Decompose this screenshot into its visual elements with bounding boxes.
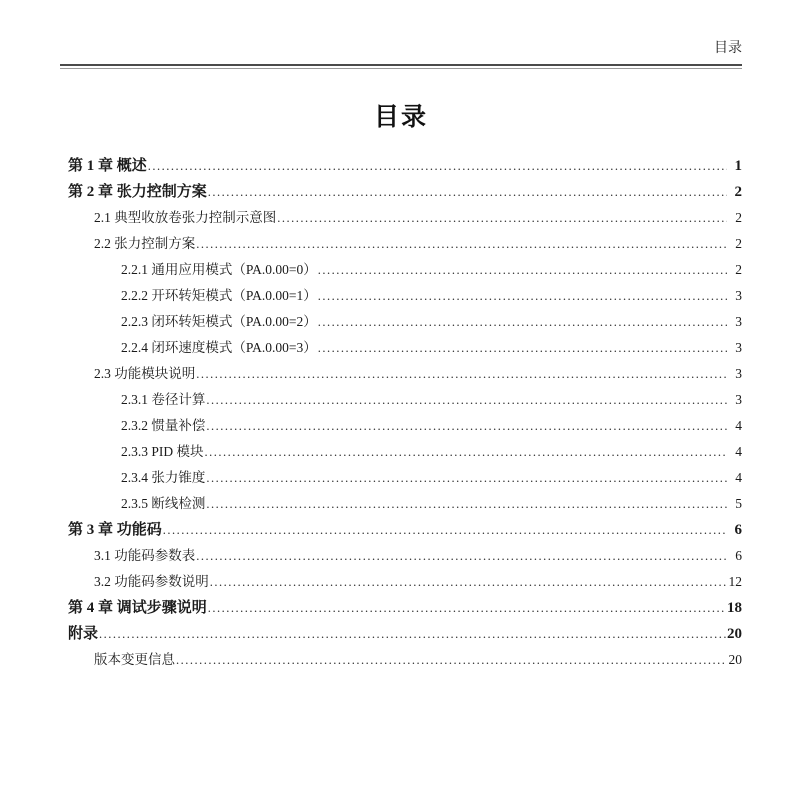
toc-entry-label: 附录	[68, 626, 99, 642]
toc-dot-leader	[318, 262, 727, 276]
toc-entry-label: 3.2 功能码参数说明	[94, 574, 209, 589]
toc-entry[interactable]	[60, 362, 742, 388]
toc-entry[interactable]	[60, 258, 742, 284]
toc-page-number: 1	[734, 158, 742, 174]
toc-dot-leader	[196, 236, 727, 250]
toc-page-number: 12	[728, 574, 742, 589]
toc-entry[interactable]	[60, 544, 742, 570]
toc-entry-label: 2.2 张力控制方案	[94, 236, 196, 251]
toc-entry-label: 2.2.1 通用应用模式（PA.0.00=0）	[121, 262, 317, 277]
toc-dot-leader	[208, 184, 727, 199]
toc-entry[interactable]	[60, 518, 742, 544]
toc-dot-leader	[206, 496, 727, 510]
toc-dot-leader	[206, 470, 727, 484]
toc-entry[interactable]	[60, 466, 742, 492]
toc-dot-leader	[163, 522, 727, 537]
toc-dot-leader	[206, 418, 727, 432]
toc-entry[interactable]	[60, 570, 742, 596]
toc-page-number: 2	[735, 236, 742, 251]
toc-page-number: 20	[727, 626, 742, 642]
toc-entry-label: 版本变更信息	[94, 652, 175, 667]
toc-entry-label: 第 1 章 概述	[68, 158, 147, 174]
toc-page-number: 4	[735, 418, 742, 433]
page-title: 目录	[373, 104, 428, 131]
toc-entry-label: 第 2 章 张力控制方案	[68, 184, 207, 200]
toc-entry[interactable]	[60, 388, 742, 414]
toc-entry[interactable]	[60, 648, 742, 674]
toc-dot-leader	[210, 574, 727, 588]
toc-list	[60, 154, 742, 674]
toc-entry[interactable]	[60, 284, 742, 310]
toc-entry-label: 2.3.5 断线检测	[121, 496, 206, 511]
toc-page-number: 2	[734, 184, 742, 200]
toc-entry[interactable]	[60, 154, 742, 180]
toc-page-number: 18	[727, 600, 742, 616]
toc-page-number: 20	[728, 652, 742, 667]
page-header	[60, 0, 742, 58]
toc-entry[interactable]	[60, 310, 742, 336]
toc-dot-leader	[196, 548, 727, 562]
toc-entry-label: 第 3 章 功能码	[68, 522, 162, 538]
toc-entry-label: 2.2.3 闭环转矩模式（PA.0.00=2）	[121, 314, 317, 329]
toc-page-number: 3	[735, 366, 742, 381]
toc-entry[interactable]	[60, 622, 742, 648]
toc-dot-leader	[205, 444, 727, 458]
toc-entry-label: 第 4 章 调试步骤说明	[68, 600, 207, 616]
toc-entry[interactable]	[60, 180, 742, 206]
toc-page-number: 3	[735, 314, 742, 329]
toc-entry[interactable]	[60, 492, 742, 518]
toc-page-number: 3	[735, 340, 742, 355]
toc-page-number: 6	[735, 548, 742, 563]
toc-page-number: 2	[735, 210, 742, 225]
header-rule	[60, 64, 742, 69]
toc-entry-label: 2.3 功能模块说明	[94, 366, 196, 381]
toc-dot-leader	[99, 626, 726, 641]
toc-page-number: 5	[735, 496, 742, 511]
toc-entry-label: 2.3.3 PID 模块	[121, 444, 204, 459]
toc-dot-leader	[176, 652, 727, 666]
toc-entry[interactable]	[60, 596, 742, 622]
toc-entry[interactable]	[60, 232, 742, 258]
header-running-title: 目录	[714, 41, 742, 56]
toc-page-number: 4	[735, 470, 742, 485]
toc-entry[interactable]	[60, 206, 742, 232]
toc-dot-leader	[206, 392, 727, 406]
toc-dot-leader	[318, 340, 727, 354]
toc-dot-leader	[318, 314, 727, 328]
toc-entry[interactable]	[60, 440, 742, 466]
toc-entry-label: 2.3.2 惯量补偿	[121, 418, 206, 433]
toc-page-number: 6	[734, 522, 742, 538]
toc-entry-label: 2.2.4 闭环速度模式（PA.0.00=3）	[121, 340, 317, 355]
toc-page-number: 4	[735, 444, 742, 459]
toc-page-number: 3	[735, 288, 742, 303]
toc-page-number: 3	[735, 392, 742, 407]
toc-dot-leader	[208, 600, 726, 615]
toc-dot-leader	[148, 158, 727, 173]
document-page	[60, 0, 742, 674]
toc-entry[interactable]	[60, 414, 742, 440]
toc-dot-leader	[318, 288, 727, 302]
toc-entry[interactable]	[60, 336, 742, 362]
toc-entry-label: 2.3.4 张力锥度	[121, 470, 206, 485]
toc-entry-label: 2.3.1 卷径计算	[121, 392, 206, 407]
toc-entry-label: 2.2.2 开环转矩模式（PA.0.00=1）	[121, 288, 317, 303]
toc-page-number: 2	[735, 262, 742, 277]
toc-dot-leader	[277, 210, 727, 224]
toc-entry-label: 3.1 功能码参数表	[94, 548, 196, 563]
toc-dot-leader	[196, 366, 727, 380]
toc-entry-label: 2.1 典型收放卷张力控制示意图	[94, 210, 277, 225]
